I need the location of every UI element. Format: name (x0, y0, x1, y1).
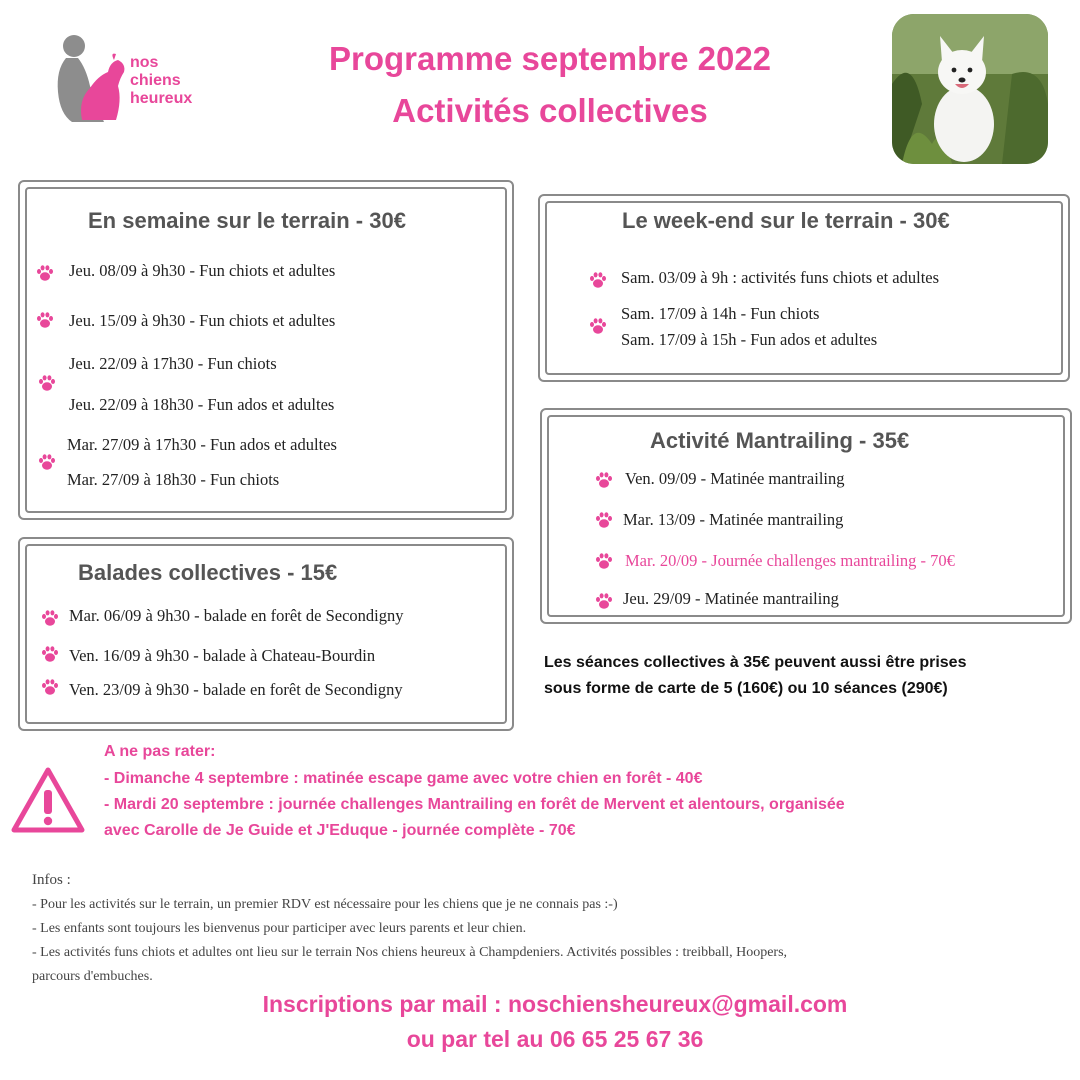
paw-icon (588, 270, 608, 290)
logo (52, 30, 222, 130)
balades-line: Ven. 23/09 à 9h30 - balade en forêt de Secondigny (69, 680, 403, 699)
weekday-line: Mar. 27/09 à 18h30 - Fun chiots (67, 470, 280, 489)
weekday-line: Jeu. 15/09 à 9h30 - Fun chiots et adultes (69, 311, 336, 330)
paw-icon (40, 677, 60, 697)
box-inner-border (25, 187, 507, 513)
balades-line: Mar. 06/09 à 9h30 - balade en forêt de Secondigny (69, 606, 404, 625)
weekday-title: En semaine sur le terrain - 30€ (88, 208, 406, 233)
mantrailing-title: Activité Mantrailing - 35€ (650, 428, 910, 453)
page-title: Programme septembre 2022 (328, 40, 772, 77)
mantrailing-line-highlight: Mar. 20/09 - Journée challenges mantrailing - 70€ (625, 551, 955, 570)
mantrailing-line: Mar. 13/09 - Matinée mantrailing (623, 510, 844, 529)
balades-title: Balades collectives - 15€ (78, 560, 338, 585)
paw-icon (35, 310, 55, 330)
alert-line: - Dimanche 4 septembre : matinée escape game avec votre chien en forêt - 40€ (104, 770, 703, 787)
infos-line: parcours d'embuches. (32, 969, 153, 984)
paw-icon (594, 470, 614, 490)
price-note (544, 650, 966, 702)
paw-icon (594, 551, 614, 571)
logo-icon (52, 30, 142, 130)
warning-icon (10, 766, 86, 836)
infos-line: - Les enfants sont toujours les bienvenus pour participer avec leurs parents et leur chien. (32, 921, 527, 936)
weekday-line: Jeu. 08/09 à 9h30 - Fun chiots et adultes (69, 261, 336, 280)
logo-text-line: chiens (130, 72, 181, 89)
weekday-line: Jeu. 22/09 à 18h30 - Fun ados et adultes (69, 395, 335, 414)
weekend-line: Sam. 03/09 à 9h : activités funs chiots et adultes (621, 268, 940, 287)
paw-icon (37, 373, 57, 393)
infos-line: - Les activités funs chiots et adultes ont lieu sur le terrain Nos chiens heureux à Champdeniers. Activités possibles : treibball, Hoopers, (32, 945, 788, 960)
balades-line: Ven. 16/09 à 9h30 - balade à Chateau-Bourdin (69, 646, 376, 665)
weekend-line: Sam. 17/09 à 14h - Fun chiots (621, 304, 820, 323)
weekend-title: Le week-end sur le terrain - 30€ (622, 208, 950, 233)
mantrailing-line: Ven. 09/09 - Matinée mantrailing (625, 469, 845, 488)
signup-email: Inscriptions par mail : noschiensheureux@gmail.com (262, 991, 848, 1017)
weekday-line: Mar. 27/09 à 17h30 - Fun ados et adultes (67, 435, 337, 454)
infos-heading: Infos : (32, 872, 71, 888)
weekend-line: Sam. 17/09 à 15h - Fun ados et adultes (621, 330, 878, 349)
weekday-line: Jeu. 22/09 à 17h30 - Fun chiots (69, 354, 277, 373)
logo-text-line: nos (130, 54, 159, 71)
paw-icon (40, 608, 60, 628)
signup-phone: ou par tel au 06 65 25 67 36 (406, 1026, 704, 1052)
logo-text-line: heureux (130, 90, 193, 107)
mantrailing-line: Jeu. 29/09 - Matinée mantrailing (623, 589, 839, 608)
paw-icon (594, 591, 614, 611)
dog-photo (892, 14, 1048, 164)
logo-text (130, 54, 192, 108)
paw-icon (40, 644, 60, 664)
alert-heading: A ne pas rater: (104, 743, 216, 760)
paw-icon (37, 452, 57, 472)
paw-icon (588, 316, 608, 336)
paw-icon (594, 510, 614, 530)
page-subtitle: Activités collectives (392, 92, 708, 129)
price-note-line: Les séances collectives à 35€ peuvent aussi être prises (544, 654, 967, 671)
alert-line: - Mardi 20 septembre : journée challenges Mantrailing en forêt de Mervent et alentours, organisée (104, 796, 845, 813)
paw-icon (35, 263, 55, 283)
price-note-line: sous forme de carte de 5 (160€) ou 10 séances (290€) (544, 680, 948, 697)
infos-line: - Pour les activités sur le terrain, un premier RDV est nécessaire pour les chiens que je ne connais pas :-) (32, 897, 618, 912)
alert-line: avec Carolle de Je Guide et J'Eduque - journée complète - 70€ (104, 822, 576, 839)
